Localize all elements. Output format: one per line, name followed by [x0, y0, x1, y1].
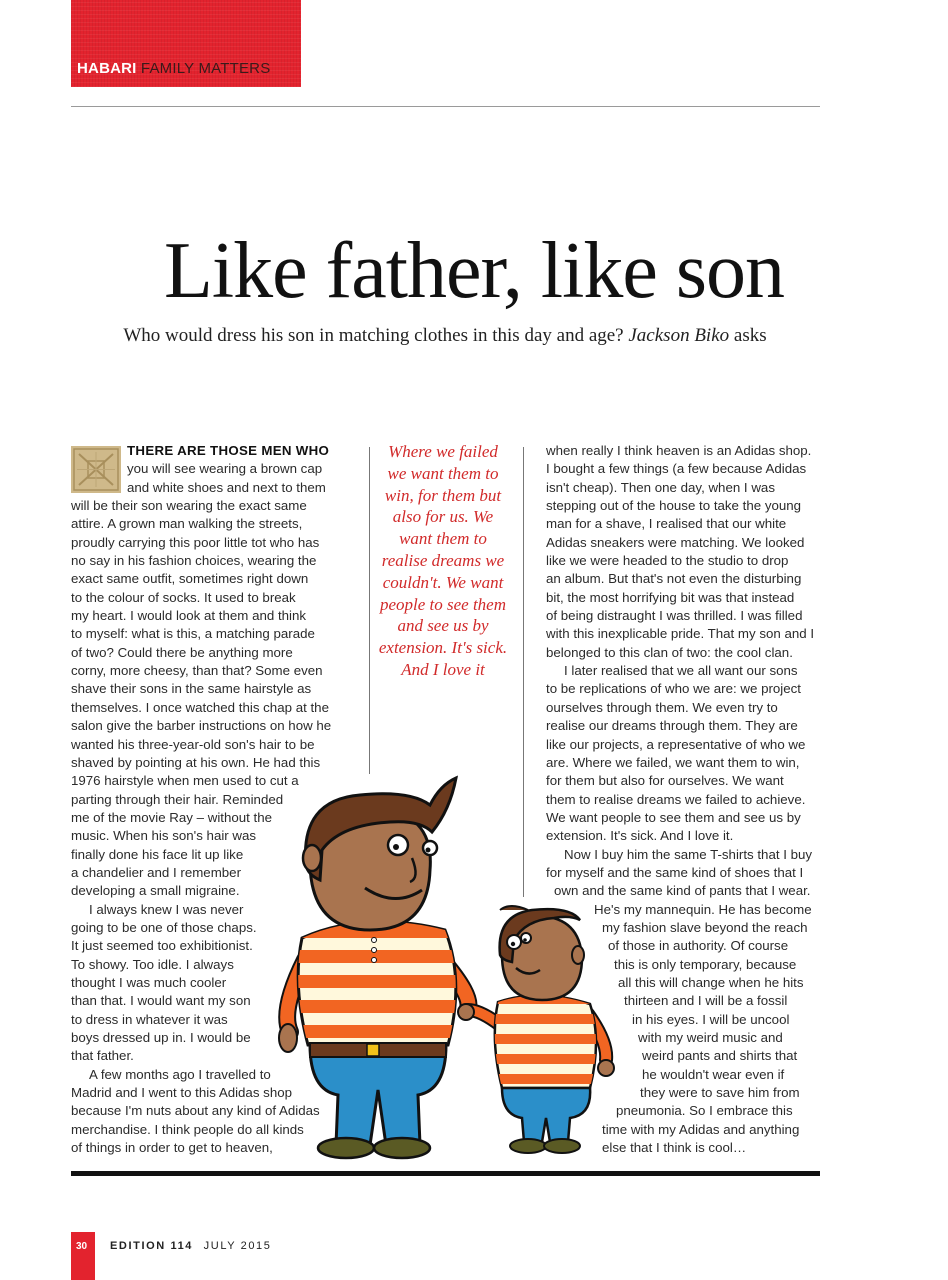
body-line: 1976 hairstyle when men used to cut a: [71, 773, 299, 789]
pull-quote-line: And I love it: [401, 659, 485, 679]
body-line: he wouldn't wear even if: [642, 1066, 785, 1082]
body-line: you will see wearing a brown cap: [127, 461, 323, 477]
pull-quote-line: want them to: [399, 529, 487, 549]
father-figure: [279, 778, 470, 1158]
body-line: of two? Could there be anything more: [71, 644, 293, 660]
body-line: time with my Adidas and anything: [602, 1121, 800, 1137]
body-line: I bought a few things (a few because Adidas: [546, 461, 807, 477]
standfirst: [0, 325, 890, 347]
body-line: A few months ago I travelled to: [89, 1066, 271, 1082]
pull-quote-line: people to see them: [379, 594, 507, 614]
section-label: [77, 60, 270, 77]
body-line: to dress in whatever it was: [71, 1011, 228, 1027]
author-name: Jackson Biko: [628, 325, 730, 346]
body-line: my fashion slave beyond the reach: [602, 919, 808, 935]
body-line: It just seemed too exhibitionist.: [71, 938, 253, 954]
body-line: exact same outfit, sometimes right down: [71, 571, 309, 587]
section-name: HABARI: [77, 60, 137, 77]
body-line: like our projects, a representative of who we: [546, 736, 806, 752]
body-line: proudly carrying this poor little tot who has: [71, 534, 320, 550]
pull-quote: [372, 441, 514, 681]
body-line: I later realised that we all want our sons: [564, 663, 798, 679]
body-line: this is only temporary, because: [614, 956, 797, 972]
body-line: a chandelier and I remember: [71, 864, 241, 880]
body-line: To showy. Too idle. I always: [71, 956, 234, 972]
body-line: to the colour of socks. It used to break: [71, 589, 296, 605]
body-line: bit, the most horrifying bit was that instead: [546, 589, 795, 605]
body-line: own and the same kind of pants that I wear.: [554, 883, 811, 899]
body-line: I always knew I was never: [89, 901, 244, 917]
body-line: of things in order to get to heaven,: [71, 1140, 273, 1156]
body-line: corny, more cheesy, than that? Some even: [71, 663, 323, 679]
body-line: weird pants and shirts that: [642, 1048, 798, 1064]
body-line: for them but also for ourselves. We want: [546, 773, 784, 789]
body-line: Now I buy him the same T-shirts that I buy: [564, 846, 813, 862]
body-line: parting through their hair. Reminded: [71, 791, 284, 807]
body-line: of being distraught I was thrilled. I was filled: [546, 608, 803, 624]
standfirst-text: Who would dress his son in matching clothes in this day and age?: [123, 325, 624, 346]
body-line: merchandise. I think people do all kinds: [71, 1121, 304, 1137]
body-line: shaved by pointing at his own. He had this: [71, 754, 321, 770]
body-line: salon give the barber instructions on how he: [71, 718, 332, 734]
body-line: man for a shave, I realised that our white: [546, 516, 787, 532]
body-line: else that I think is cool…: [602, 1140, 747, 1156]
body-line: attire. A grown man walking the streets,: [71, 516, 303, 532]
body-line: will be their son wearing the exact same: [71, 498, 307, 514]
body-line: themselves. I once watched this chap at the: [71, 699, 329, 715]
issue-date: JULY 2015: [203, 1240, 272, 1252]
body-line: stepping out of the house to take the young: [546, 498, 802, 514]
body-line: my heart. I would look at them and think: [71, 608, 307, 624]
section-tab: [71, 0, 301, 87]
body-line: wanted his three-year-old son's hair to be: [71, 736, 315, 752]
page-number: 30: [76, 1241, 88, 1252]
body-line: ourselves through them. We even try to: [546, 699, 778, 715]
body-line: than that. I would want my son: [71, 993, 251, 1009]
pull-quote-line: realise dreams we: [381, 550, 505, 570]
body-line: they were to save him from: [640, 1085, 800, 1101]
pull-quote-line: win, for them but: [384, 485, 502, 505]
lead-in: THERE ARE THOSE MEN WHO: [127, 443, 330, 458]
body-line: for myself and the same kind of shoes that I: [546, 864, 804, 880]
body-line: developing a small migraine.: [71, 883, 240, 899]
body-line: pneumonia. So I embrace this: [616, 1103, 793, 1119]
page-number-badge: [71, 1232, 95, 1280]
article-title: Like father, like son: [163, 227, 784, 315]
body-line: finally done his face lit up like: [71, 846, 244, 862]
body-line: like we were headed to the studio to drop: [546, 553, 789, 569]
pull-quote-line: we want them to: [387, 463, 499, 483]
top-rule: [71, 106, 820, 107]
body-line: thought I was much cooler: [71, 974, 227, 990]
body-line: boys dressed up in. I would be: [71, 1030, 251, 1045]
body-line: shave their sons in the same hairstyle as: [71, 681, 312, 697]
subsection-name: FAMILY MATTERS: [140, 60, 271, 77]
body-line: to myself: what is this, a matching parade: [71, 626, 315, 642]
body-line: thirteen and I will be a fossil: [624, 993, 788, 1009]
body-line: extension. It's sick. And I love it.: [546, 828, 734, 844]
body-line: music. When his son's hair was: [71, 828, 257, 844]
body-line: He's my mannequin. He has become: [594, 901, 812, 917]
body-line: to be replications of who we are: we project: [546, 681, 801, 697]
body-line: belonged to this clan of two: the cool clan.: [546, 644, 793, 660]
body-line: are. Where we failed, we want them to win,: [546, 754, 800, 770]
pull-quote-line: extension. It's sick.: [378, 638, 508, 658]
pull-quote-line: also for us. We: [392, 507, 494, 527]
body-line: no say in his fashion choices, wearing the: [71, 553, 317, 569]
pull-quote-line: Where we failed: [388, 442, 498, 461]
body-line: with this inexplicable pride. That my son and I: [546, 626, 815, 642]
standfirst-suffix: asks: [733, 325, 767, 346]
pull-quote-line: couldn't. We want: [382, 572, 504, 592]
body-line: going to be one of those chaps.: [71, 919, 257, 935]
column-divider-left: [369, 447, 370, 774]
body-line: of those in authority. Of course: [608, 938, 789, 954]
body-line: all this will change when he hits: [618, 974, 804, 990]
father-son-illustration: [270, 770, 630, 1170]
bottom-rule: [71, 1171, 820, 1176]
footer: [110, 1240, 271, 1252]
body-line: We want people to see them and see us by: [546, 809, 801, 825]
body-line: Adidas sneakers were matching. We looked: [546, 534, 805, 550]
pull-quote-line: and see us by: [397, 616, 489, 636]
son-figure: [458, 906, 614, 1153]
body-line: when really I think heaven is an Adidas shop.: [546, 443, 812, 458]
body-line: with my weird music and: [638, 1030, 783, 1045]
body-line: isn't cheap). Then one day, when I was: [546, 479, 775, 495]
body-line: them to realise dreams we failed to achieve.: [546, 791, 806, 807]
body-line: because I'm nuts about any kind of Adidas: [71, 1103, 320, 1119]
edition-label: EDITION 114: [110, 1240, 194, 1252]
body-line: me of the movie Ray – without the: [71, 809, 273, 825]
body-line: an album. But that's not even the disturbing: [546, 571, 802, 587]
body-line: that father.: [71, 1048, 134, 1064]
body-line: Madrid and I went to this Adidas shop: [71, 1085, 293, 1101]
body-line: and white shoes and next to them: [127, 479, 326, 495]
body-line: realise our dreams through them. They are: [546, 718, 798, 734]
body-line: in his eyes. I will be uncool: [632, 1011, 790, 1027]
